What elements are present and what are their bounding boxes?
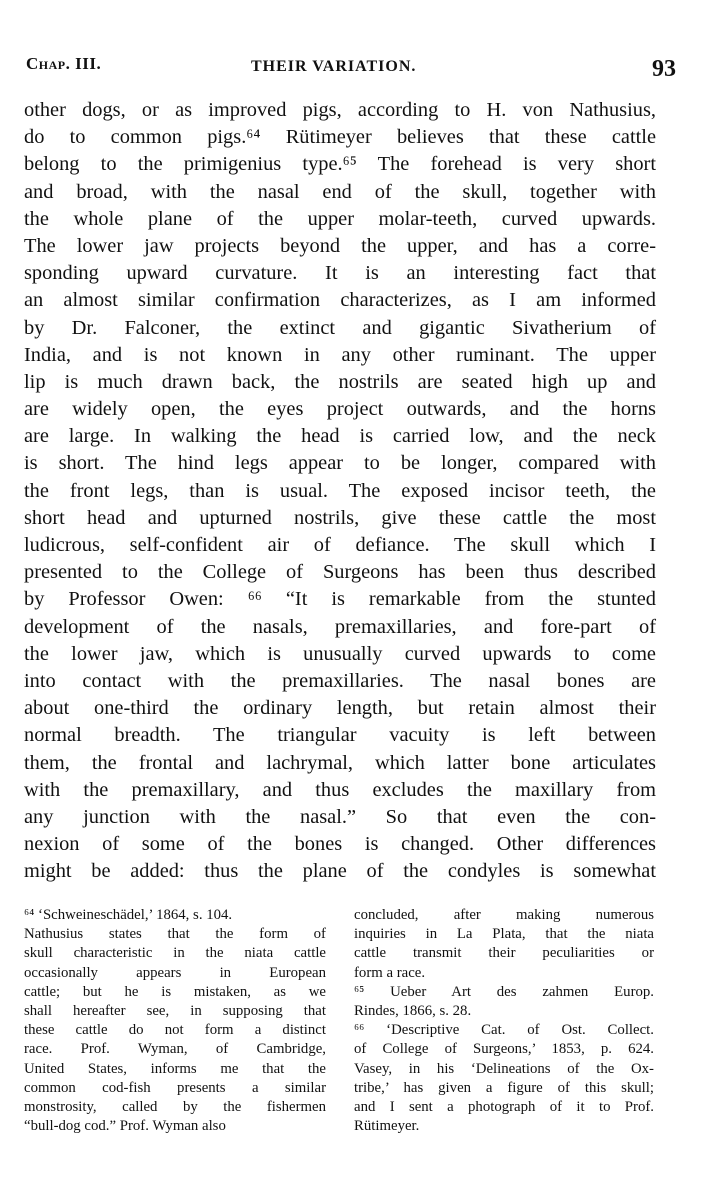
body-line: are widely open, the eyes project outwards, and the horns [24,398,656,421]
footnote-line: monstrosity, called by the fishermen [24,1098,326,1115]
chapter-label: Chap. III. [26,54,102,73]
footnote-line: concluded, after making numerous [354,907,654,923]
footnote-line: Rindes, 1866, s. 28. [354,1002,472,1019]
body-line: into contact with the premaxillaries. The nasal bones are [24,669,656,692]
body-line: nexion of some of the bones is changed. Other differences [24,833,656,856]
body-line: presented to the College of Surgeons has been thus described [24,561,656,584]
body-line: them, the frontal and lachrymal, which latter bone articulates [24,751,656,774]
footnote-line: inquiries in La Plata, that the niata [354,926,654,943]
body-line: development of the nasals, premaxillaries, and fore-part of [24,615,656,638]
body-line: about one-third the ordinary length, but retain almost their [24,697,656,720]
footnote-line: shall hereafter see, in supposing that [24,1002,326,1019]
body-line: other dogs, or as improved pigs, according to H. von Nathusius, [24,99,656,121]
body-line: any junction with the nasal.” So that even the con- [24,805,656,828]
body-line: The lower jaw projects beyond the upper, and has a corre- [24,234,656,257]
footnote-line: skull characteristic in the niata cattle [24,945,326,962]
footnote-line: tribe,’ has given a figure of this skull; [354,1079,654,1096]
body-line: with the premaxillary, and thus excludes the maxillary from [24,778,656,801]
footnote-line: ⁶⁵ Ueber Art des zahmen Europ. [354,983,654,1000]
body-text [24,97,656,885]
body-line: is short. The hind legs appear to be longer, compared with [24,452,656,475]
body-line: ludicrous, self-confident air of defiance. The skull which I [24,534,656,556]
body-line: an almost similar confirmation characterizes, as I am informed [24,289,656,312]
footnote-line: cattle transmit their peculiarities or [354,945,654,962]
footnote-line: common cod-fish presents a similar [24,1079,326,1096]
footnote-line: form a race. [354,964,426,981]
footnote-line: of College of Surgeons,’ 1853, p. 624. [354,1041,654,1058]
body-line: normal breadth. The triangular vacuity is left between [24,724,656,747]
footnotes-right-column [354,906,654,1136]
footnote-line: Rütimeyer. [354,1118,420,1135]
running-header [26,52,676,92]
body-line: lip is much drawn back, the nostrils are seated high up and [24,370,656,393]
body-line: are large. In walking the head is carried low, and the neck [24,425,656,448]
body-line: the whole plane of the upper molar-teeth, curved upwards. [24,207,656,230]
footnote-line: cattle; but he is mistaken, as we [24,983,326,1000]
footnote-line: race. Prof. Wyman, of Cambridge, [24,1041,326,1058]
footnote-line: Vasey, in his ‘Delineations of the Ox- [354,1060,654,1077]
body-line: by Dr. Falconer, the extinct and gigantic Sivatherium of [24,316,656,339]
body-line: belong to the primigenius type.⁶⁵ The forehead is very short [24,153,656,176]
footnotes-left-column [24,906,326,1136]
running-title: THEIR VARIATION. [251,58,417,75]
body-line: the front legs, than is usual. The exposed incisor teeth, the [24,479,656,502]
page-number: 93 [652,56,676,82]
body-line: India, and is not known in any other ruminant. The upper [24,343,656,366]
footnote-line: and I sent a photograph of it to Prof. [354,1098,654,1115]
body-line: do to common pigs.⁶⁴ Rütimeyer believes that these cattle [24,126,656,149]
body-line: short head and upturned nostrils, give these cattle the most [24,506,656,529]
body-line: might be added: thus the plane of the condyles is somewhat [24,860,656,883]
footnote-line: ⁶⁴ ‘Schweineschädel,’ 1864, s. 104. [24,907,233,923]
footnote-line: ⁶⁶ ‘Descriptive Cat. of Ost. Collect. [354,1022,654,1039]
body-line: sponding upward curvature. It is an interesting fact that [24,262,656,285]
footnote-line: United States, informs me that the [24,1060,326,1077]
body-line: and broad, with the nasal end of the skull, together with [24,180,656,203]
footnote-line: “bull-dog cod.” Prof. Wyman also [24,1118,226,1135]
footnote-line: occasionally appears in European [24,964,326,981]
footnote-line: Nathusius states that the form of [24,926,326,943]
footnote-line: these cattle do not form a distinct [24,1022,326,1039]
body-line: the lower jaw, which is unusually curved upwards to come [24,642,656,665]
body-line: by Professor Owen: ⁶⁶ “It is remarkable from the stunted [24,588,656,611]
